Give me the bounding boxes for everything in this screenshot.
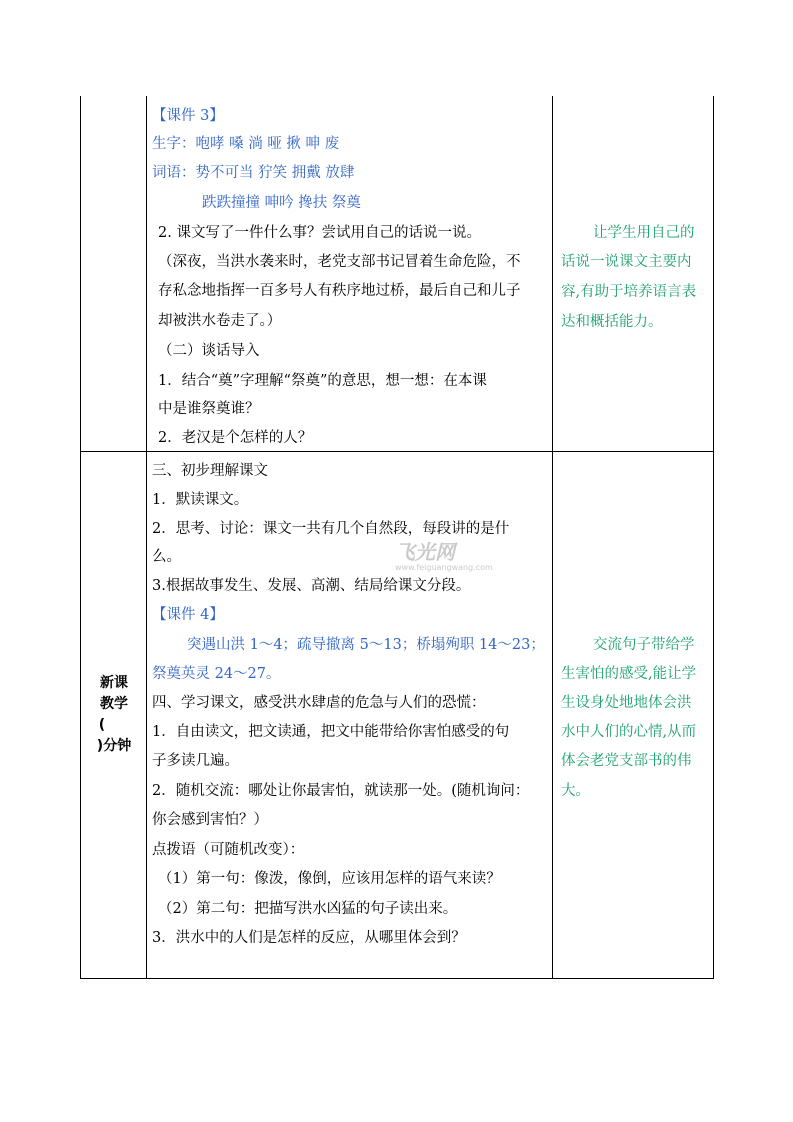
design-note-1-line-3: 容,有助于培养语言表 (561, 284, 697, 300)
courseware-3-label: 【课件 3】 (152, 108, 224, 124)
question-2: 2. 课文写了一件什么事？尝试用自己的话说一说。 (158, 225, 481, 241)
design-note-2-line-4: 水中人们的心情,从而 (561, 724, 697, 740)
new-characters-line: 生字：咆哮 嗓 淌 哑 揪 呻 废 (152, 136, 340, 152)
question-2b: 2．老汉是个怎样的人？ (158, 430, 313, 446)
watermark-url: www.feiguangwang.com (395, 563, 493, 572)
site-watermark (395, 540, 493, 573)
design-note-2-line-1: 交流句子带给学 (593, 637, 695, 653)
design-note-2-line-3: 生设身处地地体会洪 (561, 695, 692, 711)
section-3-heading: 三、初步理解课文 (152, 463, 268, 479)
design-note-1-line-4: 达和概括能力。 (561, 314, 663, 330)
tip-heading: 点拨语（可随机改变）： (152, 842, 305, 858)
design-note-1-line-2: 话说一说课文主要内 (561, 254, 692, 270)
phase-label-line-3: ( (98, 717, 106, 733)
answer-line-2: 存私念地指挥一百多号人有秩序地过桥，最后自己和儿子 (158, 283, 521, 299)
step-4-2-line-2: 你会感到害怕？） (152, 812, 268, 828)
question-1-line-1: 1．结合“奠”字理解“祭奠”的意思，想一想：在本课 (158, 373, 487, 389)
table-divider-2 (552, 96, 553, 979)
step-4-1-line-1: 1．自由读文，把文读通，把文中能带给你害怕感受的句 (152, 724, 510, 740)
table-border-left (80, 96, 81, 979)
tip-2: （2）第二句：把描写洪水凶猛的句子读出来。 (158, 901, 458, 917)
phase-label-line-4: )分钟 (96, 738, 132, 754)
table-border-bottom (80, 978, 714, 979)
step-4-3: 3．洪水中的人们是怎样的反应，从哪里体会到？ (152, 930, 466, 946)
step-3: 3.根据故事发生、发展、高潮、结局给课文分段。 (152, 578, 471, 594)
step-1: 1．默读课文。 (152, 492, 249, 508)
table-row-divider (80, 451, 714, 452)
design-note-2-line-2: 生害怕的感受,能让学 (561, 666, 697, 682)
step-4-2-line-1: 2．随机交流：哪处让你最害怕，就读那一处。(随机询问： (152, 783, 530, 799)
paragraph-division-line-2: 祭奠英灵 24～27。 (152, 666, 281, 682)
design-note-2-line-6: 大。 (561, 783, 590, 799)
phase-label-line-1: 新课 (100, 675, 128, 691)
table-border-right (713, 96, 714, 979)
design-note-1-line-1: 让学生用自己的 (593, 225, 695, 241)
watermark-logo: 飞光网 (395, 540, 455, 564)
step-2-line-1: 2．思考、讨论：课文一共有几个自然段，每段讲的是什 (152, 521, 510, 537)
step-2-line-2: 么。 (152, 549, 181, 565)
section-4-heading: 四、学习课文，感受洪水肆虐的危急与人们的恐慌： (152, 695, 486, 711)
paragraph-division-line-1: 突遇山洪 1～4；疏导撤离 5～13；桥塌殉职 14～23； (187, 637, 545, 653)
vocabulary-line-2: 跌跌撞撞 呻吟 搀扶 祭奠 (202, 195, 361, 211)
design-note-2-line-5: 体会老党支部书的伟 (561, 753, 692, 769)
vocabulary-line-1: 词语：势不可当 狞笑 拥戴 放肆 (152, 165, 355, 181)
courseware-4-label: 【课件 4】 (152, 607, 224, 623)
tip-1: （1）第一句：像泼，像倒，应该用怎样的语气来读？ (158, 871, 501, 887)
answer-line-1: （深夜，当洪水袭来时，老党支部书记冒着生命危险，不 (158, 254, 521, 270)
step-4-1-line-2: 子多读几遍。 (152, 753, 239, 769)
answer-line-3: 却被洪水卷走了。） (158, 313, 282, 329)
question-1-line-2: 中是谁祭奠谁？ (158, 401, 260, 417)
phase-label-line-2: 教学 (100, 696, 128, 712)
table-divider-1 (146, 96, 147, 979)
section-2-heading: （二）谈话导入 (158, 343, 260, 359)
